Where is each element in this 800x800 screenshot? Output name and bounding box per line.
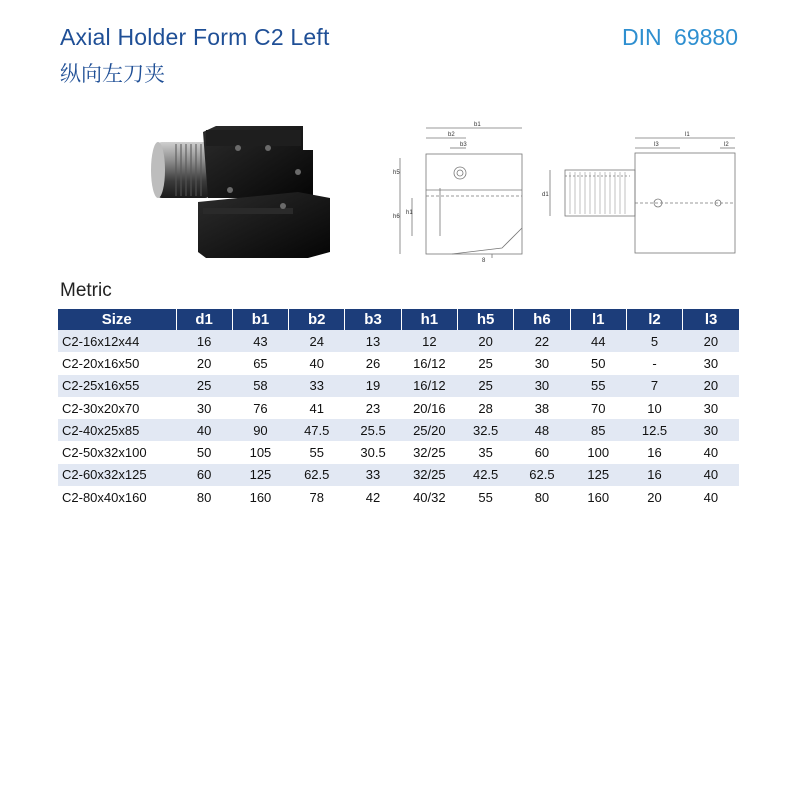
table-cell: 32/25 [401,464,457,486]
page-subtitle-cn: 纵向左刀夹 [60,62,165,86]
size-cell: C2-50x32x100 [62,445,147,461]
size-cell: C2-25x16x55 [58,375,176,397]
table-cell: 40/32 [413,489,446,505]
table-cell: 70 [590,400,606,416]
dim-label: d1 [542,192,549,198]
dim-label: h1 [406,210,413,216]
table-cell: 30 [703,355,719,371]
table-cell: 65 [253,355,268,371]
table-cell: 33 [345,464,401,486]
table-row [58,419,739,441]
table-cell: 42.5 [457,464,513,486]
table-cell: 43 [232,330,288,352]
din-standard: DIN 69880 [622,24,738,50]
size-cell: C2-80x40x160 [62,489,147,505]
column-header: l3 [683,309,739,330]
table-row [58,486,739,508]
table-cell: 25/20 [401,419,457,441]
table-cell: 30 [196,400,212,416]
dim-label: l2 [724,142,729,148]
table-cell: 20 [647,489,662,505]
table-cell: 24 [289,330,345,352]
dim-label: h6 [393,214,400,220]
size-cell: C2-30x20x70 [62,400,140,416]
section-label: Metric [60,280,112,301]
dim-label: l3 [654,142,659,148]
product-photo [148,120,338,260]
table-cell: 30.5 [360,445,386,461]
table-row [58,464,739,486]
size-cell: C2-20x16x50 [62,355,140,371]
column-header: h6 [514,309,570,330]
dim-label: l1 [685,132,690,138]
table-cell: 62.5 [289,464,345,486]
technical-drawing-front [392,118,532,263]
table-cell: 7 [626,375,682,397]
table-cell: 38 [534,400,550,416]
table-cell: 40 [703,489,719,505]
table-cell: 85 [570,419,626,441]
table-cell: 25 [457,375,513,397]
table-cell: 16/12 [401,375,457,397]
table-cell: 125 [570,464,626,486]
table-cell: 58 [232,375,288,397]
dim-label: b3 [460,142,467,148]
table-cell: 30 [534,355,550,371]
column-header: l2 [626,309,682,330]
table-cell: 16 [626,464,682,486]
column-header: l1 [570,309,626,330]
table-cell: 16 [176,330,232,352]
column-header: b2 [289,309,345,330]
table-cell: 55 [570,375,626,397]
column-header: h5 [457,309,513,330]
table-cell: 80 [196,489,212,505]
table-cell: 30 [703,400,719,416]
dim-label: b2 [448,132,455,138]
table-cell: 20 [196,355,212,371]
table-cell: 100 [587,445,610,461]
table-cell: 16 [647,445,662,461]
table-cell: 60 [534,445,550,461]
dim-label: b1 [474,122,481,128]
table-header-row [58,309,739,330]
table-cell: 60 [176,464,232,486]
table-cell: 12.5 [626,419,682,441]
column-header: b1 [232,309,288,330]
table-cell: 90 [232,419,288,441]
table-cell: 12 [401,330,457,352]
table-cell: 13 [345,330,401,352]
table-cell: 26 [365,355,381,371]
dim-label: 8 [482,258,486,263]
table-cell: 80 [534,489,550,505]
table-cell: 78 [309,489,324,505]
column-header: Size [58,309,176,330]
technical-drawing-side [540,128,740,258]
table-cell: 20 [457,330,513,352]
table-cell: 55 [309,445,324,461]
size-cell: C2-60x32x125 [58,464,176,486]
table-cell: 48 [514,419,570,441]
table-cell: 30 [514,375,570,397]
table-row [58,352,739,374]
table-cell: 42 [365,489,381,505]
column-header: h1 [401,309,457,330]
table-cell: 28 [478,400,493,416]
table-cell: 105 [249,445,272,461]
table-cell: 47.5 [289,419,345,441]
table-cell: 44 [570,330,626,352]
table-cell: 55 [478,489,493,505]
table-cell: 19 [345,375,401,397]
column-header: d1 [176,309,232,330]
table-cell: 30 [683,419,739,441]
table-cell: 25 [478,355,493,371]
table-row [58,330,739,352]
table-cell: 33 [289,375,345,397]
table-cell: 25 [176,375,232,397]
table-cell: 40 [703,445,719,461]
table-cell: 35 [478,445,493,461]
table-cell: 20/16 [413,400,446,416]
table-row [58,441,739,463]
column-header: b3 [345,309,401,330]
table-row [58,375,739,397]
table-cell: 5 [626,330,682,352]
page-title: Axial Holder Form C2 Left [60,24,330,50]
dim-label: h5 [393,170,400,176]
table-cell: 62.5 [514,464,570,486]
table-cell: 160 [249,489,272,505]
table-cell: 40 [309,355,324,371]
table-cell: 20 [683,375,739,397]
table-cell: 32/25 [413,445,446,461]
table-cell: 22 [514,330,570,352]
table-cell: 125 [232,464,288,486]
table-row [58,397,739,419]
table-cell: 40 [176,419,232,441]
table-cell: 23 [365,400,381,416]
table-cell: 50 [196,445,212,461]
table-cell: - [652,355,657,371]
table-cell: 50 [590,355,606,371]
size-cell: C2-40x25x85 [58,419,176,441]
table-body [58,330,739,508]
table-cell: 32.5 [457,419,513,441]
table-cell: 20 [683,330,739,352]
table-cell: 10 [647,400,662,416]
table-cell: 76 [253,400,268,416]
table-cell: 160 [587,489,610,505]
spec-table [58,309,739,508]
size-cell: C2-16x12x44 [58,330,176,352]
table-cell: 25.5 [345,419,401,441]
table-cell: 40 [683,464,739,486]
table-cell: 41 [309,400,324,416]
table-cell: 16/12 [413,355,446,371]
